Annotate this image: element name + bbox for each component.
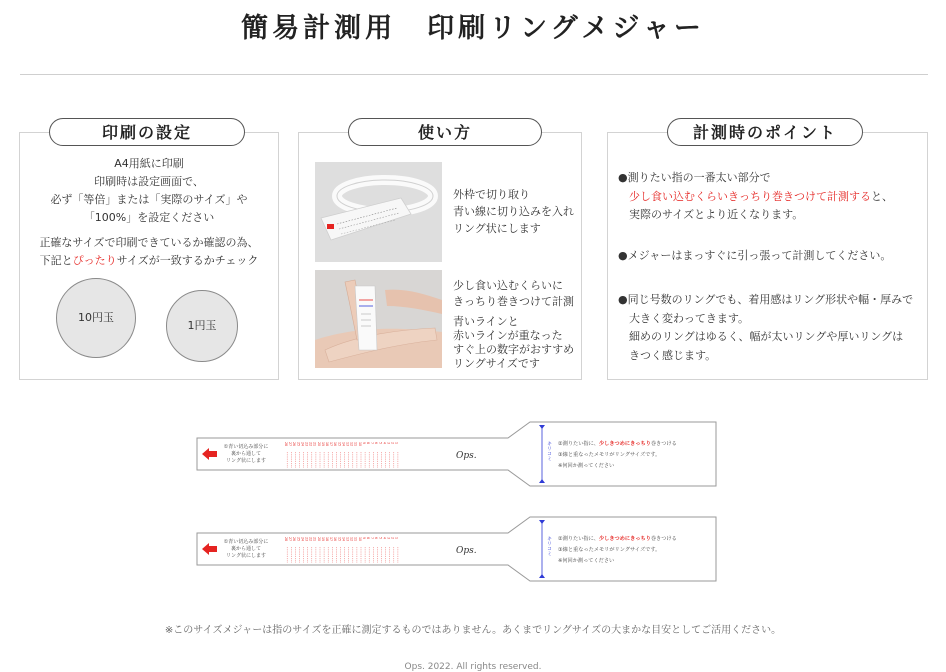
gauge-size-number: 12	[349, 442, 354, 447]
ten-yen-coin-circle	[56, 278, 136, 358]
settings-exact-fit: ぴったり	[72, 254, 117, 267]
gauge-instruction-2: ③線と重なったメモリがリングサイズです。	[558, 547, 661, 553]
ring-gauge-strip-svg	[196, 421, 718, 487]
gauge-instruction-1	[558, 534, 677, 542]
usage-step2-line-1: 青いラインと	[453, 315, 519, 328]
gauge-size-number: 22	[308, 537, 313, 542]
tip-2: ●メジャーはまっすぐに引っ張って計測してください。	[618, 249, 892, 262]
gauge-size-number: 15	[337, 537, 342, 542]
gauge-brand-logo: Ops.	[456, 451, 477, 461]
usage-step1-line-1: 外枠で切り取り	[453, 188, 530, 201]
usage-step2-line-4: リングサイズです	[453, 357, 540, 370]
tip-1-tail: と、	[871, 189, 893, 203]
one-yen-coin-circle	[166, 290, 238, 362]
gauge-cut-line-2: 裏から通して	[230, 451, 262, 457]
gauge-size-number: 22	[308, 442, 313, 447]
gauge-cut-line-1: ①青い切込み部分に	[223, 539, 269, 545]
one-yen-coin-label: 1円玉	[187, 319, 217, 332]
gauge-instruction-1	[558, 439, 677, 447]
ring-strip-photo	[315, 162, 442, 262]
settings-line-6	[20, 252, 278, 270]
ring-gauge-strip-svg	[196, 516, 718, 582]
settings-line-1: A4用紙に印刷	[114, 157, 184, 170]
tip-3-line-4: きつく感じます。	[629, 348, 717, 362]
tip-1-line-3: 実際のサイズとより近くなります。	[629, 208, 804, 221]
gauge-instruction-1-b: 巻きつける	[650, 441, 677, 447]
gauge-size-number: 27	[288, 537, 293, 542]
gauge-size-number: 13	[345, 537, 350, 542]
gauge-instruction-1-b: 巻きつける	[650, 536, 677, 542]
finger-measure-photo	[315, 270, 442, 368]
gauge-size-number: 10	[357, 537, 362, 542]
tip-1-line-1: ●測りたい指の一番太い部分で	[618, 171, 771, 184]
gauge-slit-label: キリコミ	[546, 536, 552, 556]
usage-panel	[298, 123, 582, 380]
gauge-size-number: 3	[386, 537, 391, 540]
tip-3-line-2: 大きく変わってきます。	[629, 311, 750, 325]
gauge-size-number: 14	[341, 442, 346, 447]
tip-3-line-3: 細めのリングはゆるく、幅が太いリングや厚いリングは	[629, 330, 904, 343]
usage-step2-emphasis-1: 少し食い込むくらいに	[453, 279, 563, 292]
gauge-size-number: 18	[325, 537, 329, 542]
gauge-size-number: 4	[382, 537, 387, 540]
usage-heading: 使い方	[348, 118, 542, 146]
finger-measure-illustration	[315, 270, 442, 368]
gauge-size-number: 7	[370, 442, 375, 445]
gauge-size-number: 2	[390, 442, 395, 445]
gauge-size-number: 4	[382, 442, 387, 445]
gauge-size-number: 25	[296, 537, 301, 542]
tip-1	[618, 169, 893, 225]
gauge-size-number: 27	[288, 442, 293, 447]
gauge-size-number: 9	[361, 537, 366, 540]
ring-gauge-strip-2	[196, 516, 718, 586]
gauge-size-number: 7	[370, 537, 375, 540]
gauge-instruction-2: ③線と重なったメモリがリングサイズです。	[558, 452, 661, 458]
ring-strip-illustration	[315, 162, 442, 262]
gauge-size-number: 8	[366, 442, 370, 445]
gauge-size-number: 3	[386, 442, 391, 445]
gauge-cut-line-1: ①青い切込み部分に	[223, 444, 269, 450]
gauge-size-number: 11	[353, 442, 358, 447]
gauge-slit-label: キリコミ	[546, 441, 552, 461]
gauge-size-number: 23	[304, 442, 309, 447]
settings-line-6-start: 下記と	[39, 254, 73, 267]
settings-line-4: 「100%」を設定ください	[83, 211, 215, 224]
gauge-size-number: 28	[284, 442, 288, 447]
gauge-size-number: 20	[316, 442, 321, 447]
usage-step2-emphasis-2: きっちり巻きつけて計測	[453, 295, 574, 308]
gauge-instruction-3: ※何回か測ってください	[558, 463, 615, 469]
print-settings-heading: 印刷の設定	[49, 118, 245, 146]
tip-3	[618, 291, 913, 365]
gauge-size-number: 6	[374, 442, 379, 445]
measuring-tips-heading: 計測時のポイント	[667, 118, 863, 146]
copyright: Ops. 2022. All rights reserved.	[404, 662, 542, 672]
tip-3-line-1: ●同じ号数のリングでも、着用感はリング形状や幅・厚みで	[618, 293, 914, 306]
gauge-size-number: 8	[366, 537, 370, 540]
gauge-brand-logo: Ops.	[456, 546, 477, 556]
tip-1-line-2	[618, 188, 893, 207]
gauge-size-number: 6	[374, 537, 379, 540]
settings-line-6-end: サイズが一致するかチェック	[116, 254, 259, 267]
gauge-size-number: 16	[333, 537, 338, 542]
usage-step2-line-2: 赤いラインが重なった	[453, 329, 563, 342]
gauge-size-number: 14	[341, 537, 346, 542]
gauge-size-number: 13	[345, 442, 350, 447]
page-title: 簡易計測用 印刷リングメジャー	[241, 13, 705, 44]
gauge-size-number: 17	[329, 442, 334, 447]
gauge-size-number: 19	[320, 537, 325, 542]
gauge-size-number: 5	[378, 442, 383, 445]
gauge-instruction-3: ※何回か測ってください	[558, 558, 615, 564]
gauge-size-number: 20	[316, 537, 321, 542]
gauge-size-number: 21	[312, 442, 317, 447]
gauge-size-number: 5	[378, 537, 383, 540]
gauge-size-number: 18	[325, 442, 329, 447]
gauge-size-number: 23	[304, 537, 309, 542]
gauge-instruction-1-red: 少しきつめにきっちり	[598, 536, 651, 542]
settings-line-2: 印刷時は設定画面で、	[94, 175, 204, 188]
settings-line-3: 必ず「等倍」または「実際のサイズ」や	[50, 193, 248, 206]
gauge-size-number: 17	[329, 537, 334, 542]
gauge-size-number: 11	[353, 537, 358, 542]
gauge-size-number: 26	[292, 537, 297, 542]
print-settings-panel	[19, 123, 279, 380]
gauge-size-number: 15	[337, 442, 342, 447]
gauge-instruction-1-a: ②測りたい指に、	[558, 536, 599, 542]
settings-line-5: 正確なサイズで印刷できているか確認の為、	[39, 236, 259, 249]
gauge-instruction-1-red: 少しきつめにきっちり	[598, 441, 651, 447]
gauge-size-number: 1	[394, 537, 399, 540]
gauge-instruction-1-a: ②測りたい指に、	[558, 441, 599, 447]
gauge-size-number: 2	[390, 537, 395, 540]
gauge-size-number: 12	[349, 537, 354, 542]
gauge-size-number: 16	[333, 442, 338, 447]
gauge-size-number: 25	[296, 442, 301, 447]
usage-step1-line-3: リング状にします	[453, 222, 541, 235]
gauge-size-number: 19	[320, 442, 325, 447]
gauge-size-number: 9	[361, 442, 366, 445]
gauge-size-number: 24	[300, 537, 305, 542]
gauge-size-number: 21	[312, 537, 317, 542]
usage-step1-line-2: 青い線に切り込みを入れ	[453, 205, 574, 218]
title-divider	[20, 74, 928, 75]
measuring-tips-panel	[607, 123, 928, 380]
gauge-cut-line-3: リング状にします	[226, 458, 266, 464]
gauge-size-number: 24	[300, 442, 305, 447]
ten-yen-coin-label: 10円玉	[78, 311, 114, 324]
gauge-size-number: 28	[284, 537, 288, 542]
tip-1-emphasis: 少し食い込むくらいきっちり巻きつけて計測する	[629, 189, 871, 203]
ring-gauge-strip-1	[196, 421, 718, 491]
disclaimer-note: ※このサイズメジャーは指のサイズを正確に測定するものではありません。あくまでリングサイズの大まかな目安としてご活用ください。	[164, 625, 782, 636]
gauge-size-number: 1	[394, 442, 399, 445]
gauge-cut-line-3: リング状にします	[226, 553, 266, 559]
gauge-size-number: 10	[357, 442, 362, 447]
gauge-size-number: 26	[292, 442, 297, 447]
usage-step2-line-3: すぐ上の数字がおすすめ	[453, 343, 575, 356]
gauge-cut-line-2: 裏から通して	[230, 546, 262, 552]
